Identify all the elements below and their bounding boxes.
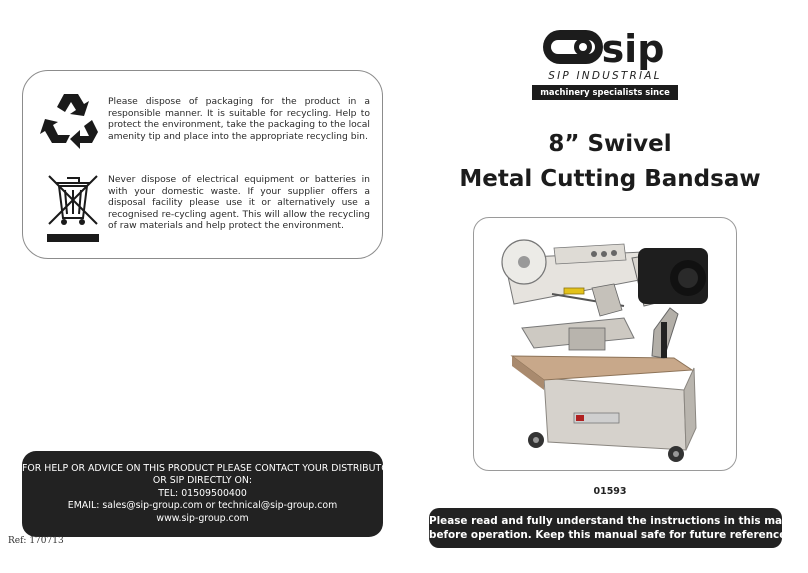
recycling-arrows-icon	[40, 90, 102, 150]
product-photo-frame	[473, 217, 737, 471]
brand-tagline: machinery specialists since 1968	[532, 85, 678, 100]
crossed-out-wheelie-bin-icon	[45, 172, 101, 244]
product-title-line-1: 8” Swivel	[548, 131, 672, 157]
sip-logo	[543, 24, 667, 70]
warning-line-2: before operation. Keep this manual safe for future reference.	[429, 529, 791, 541]
logo-wordmark: sip	[601, 27, 665, 70]
reference-code: Ref: 170713	[8, 536, 64, 546]
read-manual-warning	[429, 508, 808, 548]
contact-line-direct: OR SIP DIRECTLY ON:	[152, 475, 253, 487]
contact-info-box	[22, 451, 399, 537]
swivel-metal-cutting-bandsaw-photo	[474, 218, 737, 471]
contact-email[interactable]: EMAIL: sales@sip-group.com or technical@sip-group.com	[67, 500, 338, 512]
contact-line-help: FOR HELP OR ADVICE ON THIS PRODUCT PLEASE CONTACT YOUR DISTRIBUTOR,	[22, 463, 399, 474]
electrical-disposal-text: Never dispose of electrical equipment or batteries in with your domestic waste. If your supplier offers a disposal facility please use it or alternatively use a recognised re-cycling agent. This will allow the recycling of raw materials and help protect the environment.	[108, 174, 370, 232]
model-number: 01593	[593, 486, 627, 497]
brand-name: SIP INDUSTRIAL	[548, 70, 662, 82]
packaging-disposal-text: Please dispose of packaging for the product in a responsible manner. It is suitable for recycling. Help to protect the environment, take the packaging to the local amenity tip and place into the appropriate recycling bin.	[108, 96, 370, 142]
contact-phone: TEL: 01509500400	[158, 487, 247, 499]
warning-line-1: Please read and fully understand the instructions in this manual	[429, 515, 808, 527]
product-title-line-2: Metal Cutting Bandsaw	[459, 166, 761, 192]
contact-website[interactable]: www.sip-group.com	[156, 512, 249, 524]
